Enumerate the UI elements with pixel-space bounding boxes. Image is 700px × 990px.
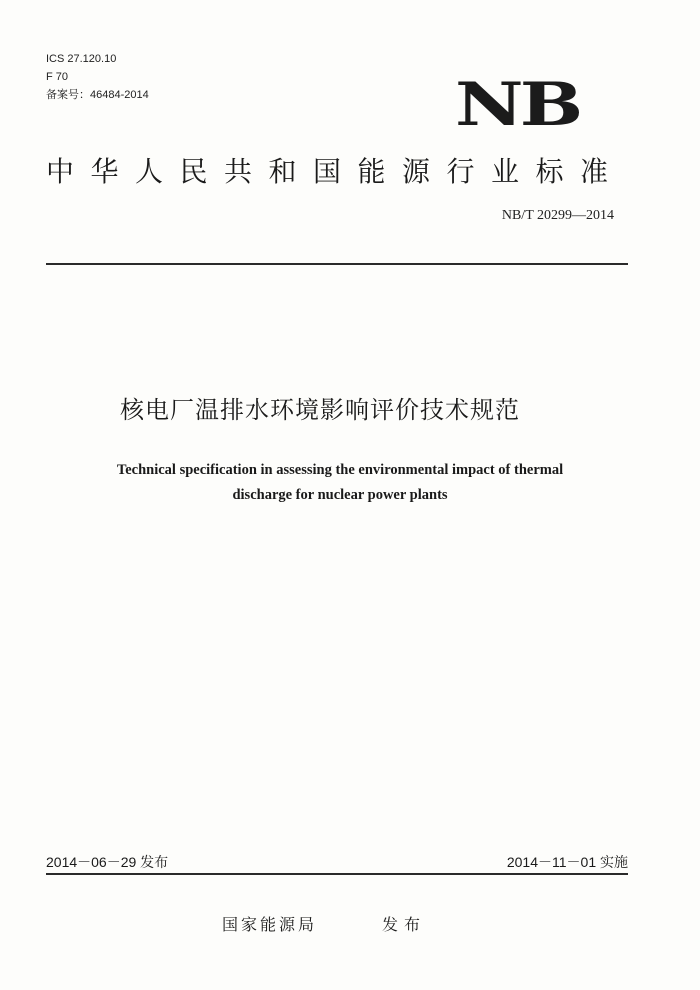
standard-number: NB/T 20299—2014 xyxy=(501,208,614,223)
filing-number: 备案号：46484-2014 xyxy=(46,89,149,101)
classification-block xyxy=(46,50,149,104)
document-title-cn: 核电厂温排水环境影响评价技术规范 xyxy=(120,396,520,424)
nb-logo: NB xyxy=(455,70,580,140)
classification-code: F 70 xyxy=(46,71,69,83)
org-title: 中华人民共和国能源行业标准 xyxy=(46,155,625,188)
effective-date: 2014－11－01 实施 xyxy=(506,854,628,870)
issue-date: 2014－06－29 发布 xyxy=(46,854,169,870)
document-title-en-line1: Technical specification in assessing the environmental impact of thermal xyxy=(116,462,564,478)
issuer-name: 国家能源局 xyxy=(222,915,318,934)
header-divider xyxy=(46,263,628,265)
document-title-en-line2: discharge for nuclear power plants xyxy=(232,487,448,503)
footer-divider xyxy=(46,873,628,875)
ics-code: ICS 27.120.10 xyxy=(46,53,117,65)
document-title-en xyxy=(40,458,640,508)
issuer-action: 发布 xyxy=(382,915,427,934)
